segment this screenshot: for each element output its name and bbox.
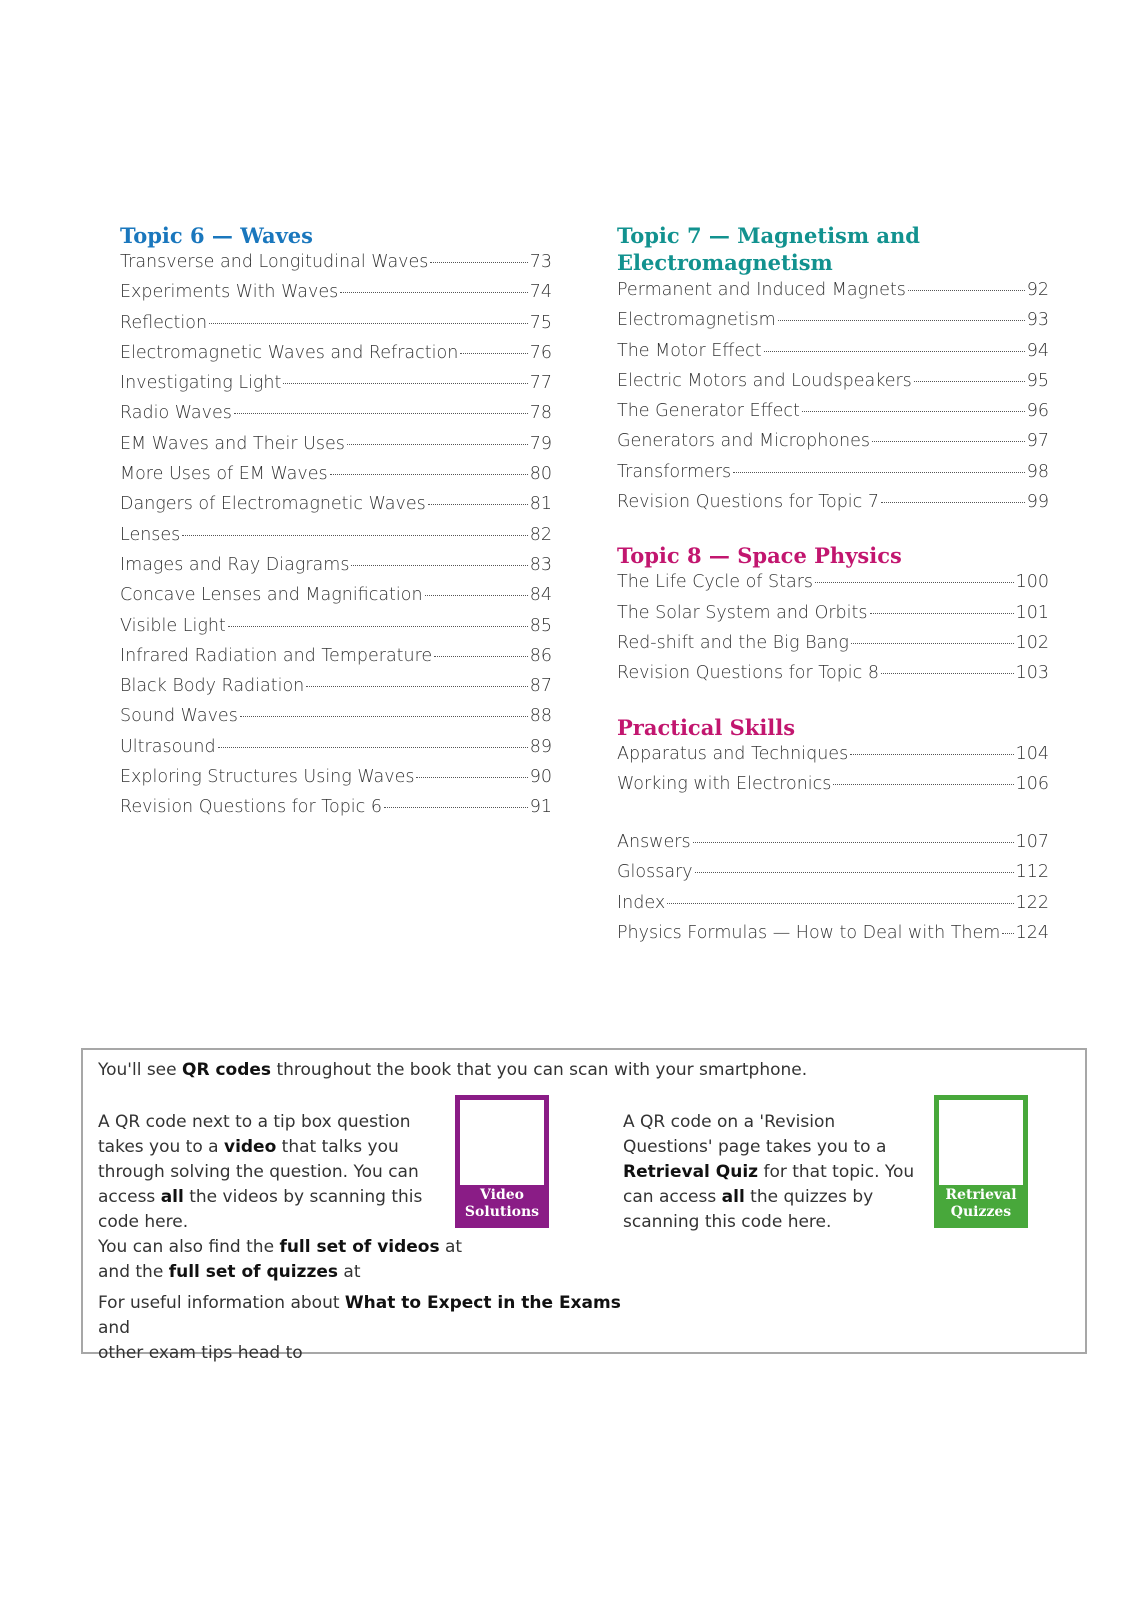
toc-entry[interactable]	[617, 663, 1049, 693]
toc-entry-title: Electric Motors and Loudspeakers	[617, 370, 912, 391]
toc-entry-title: The Life Cycle of Stars	[617, 572, 814, 593]
toc-entry-title: Index	[617, 892, 666, 913]
topic7-heading-line1: Topic 7 — Magnetism and	[617, 223, 920, 248]
video-solutions-qr-code[interactable]	[455, 1095, 549, 1228]
dot-leader	[815, 582, 1014, 583]
dot-leader	[347, 444, 528, 445]
text: Quizzes	[950, 1204, 1012, 1220]
topic8-heading: Topic 8 — Space Physics	[617, 543, 902, 569]
toc-left-column	[120, 222, 552, 828]
video-info-text	[98, 1110, 448, 1235]
toc-entry-title: Working with Electronics	[617, 773, 832, 794]
text: You can also find the	[98, 1237, 280, 1257]
dot-leader	[434, 656, 528, 657]
toc-entry-title: Dangers of Electromagnetic Waves	[120, 494, 426, 515]
text: A QR code next to a tip box question takes you to a	[98, 1112, 411, 1157]
toc-entry[interactable]	[617, 923, 1049, 953]
toc-entry-title: Revision Questions for Topic 6	[120, 797, 382, 818]
qr-info-box	[81, 1048, 1087, 1363]
toc-entry-title: Black Body Radiation	[120, 676, 305, 697]
toc-entry[interactable]	[120, 737, 552, 767]
toc-entry-page-number: 73	[529, 252, 552, 272]
toc-entry[interactable]	[120, 373, 552, 403]
toc-entry-title: Transverse and Longitudinal Waves	[120, 252, 429, 272]
dot-leader	[667, 903, 1013, 904]
toc-entry[interactable]	[120, 616, 552, 646]
text: the videos by scanning this code here.	[98, 1187, 423, 1232]
topic7-heading-line2: Electromagnetism	[617, 250, 833, 275]
text: and	[98, 1318, 130, 1338]
toc-entry[interactable]	[120, 525, 552, 555]
dot-leader	[430, 262, 527, 263]
toc-entry-page-number: 91	[529, 797, 552, 818]
toc-entry-title: Revision Questions for Topic 7	[617, 492, 879, 513]
toc-entry[interactable]	[617, 401, 1049, 431]
toc-entry-page-number: 82	[529, 524, 552, 545]
text-bold: What to Expect in the Exams	[344, 1293, 621, 1313]
toc-entry-page-number: 112	[1015, 862, 1049, 883]
dot-leader	[306, 686, 527, 687]
text: Retrieval	[945, 1187, 1017, 1203]
dot-leader	[218, 747, 528, 748]
toc-entry[interactable]	[120, 494, 552, 524]
dot-leader	[340, 292, 527, 293]
practical-entries	[617, 744, 1049, 805]
dot-leader	[425, 595, 528, 596]
toc-entry-page-number: 75	[529, 312, 552, 333]
toc-entry-page-number: 83	[529, 554, 552, 575]
toc-entry[interactable]	[120, 464, 552, 494]
retrieval-quizzes-qr-code[interactable]	[934, 1095, 1028, 1228]
toc-right-column	[617, 222, 1049, 953]
dot-leader	[850, 754, 1013, 755]
toc-entry-title: Radio Waves	[120, 403, 232, 424]
toc-entry-title: Revision Questions for Topic 8	[617, 663, 879, 684]
dot-leader	[872, 441, 1025, 442]
dot-leader	[182, 535, 527, 536]
toc-entry-page-number: 88	[529, 706, 552, 727]
toc-entry[interactable]	[617, 462, 1049, 492]
text: at	[338, 1262, 361, 1282]
toc-entry-page-number: 102	[1015, 632, 1049, 653]
text: that talks you through solving the question. You can access	[98, 1137, 419, 1207]
toc-entry-title: Apparatus and Techniques	[617, 743, 849, 764]
toc-entry-page-number: 101	[1015, 602, 1049, 623]
qr-intro-text	[98, 1058, 998, 1083]
retrieval-quizzes-label	[939, 1185, 1023, 1223]
text: throughout the book that you can scan with your smartphone.	[271, 1060, 808, 1080]
toc-entry-page-number: 76	[529, 342, 552, 363]
toc-entry-title: Lenses	[120, 524, 181, 545]
toc-entry[interactable]	[617, 341, 1049, 371]
text: A QR code on a 'Revision Questions' page takes you to a	[623, 1112, 887, 1157]
toc-entry-title: Electromagnetic Waves and Refraction	[120, 342, 459, 363]
toc-entry-page-number: 124	[1015, 923, 1049, 944]
dot-leader	[881, 502, 1025, 503]
toc-entry-title: Images and Ray Diagrams	[120, 554, 350, 575]
toc-entry-page-number: 98	[1026, 461, 1049, 482]
dot-leader	[908, 290, 1025, 291]
toc-entry[interactable]	[617, 774, 1049, 804]
text: Video	[480, 1187, 524, 1203]
text-bold: QR codes	[182, 1060, 272, 1080]
toc-entry-title: Visible Light	[120, 615, 226, 636]
toc-entry-page-number: 80	[529, 464, 552, 485]
text: You'll see	[98, 1060, 183, 1080]
toc-entry-title: Transformers	[617, 461, 732, 482]
dot-leader	[416, 777, 527, 778]
toc-entry-page-number: 92	[1026, 280, 1049, 300]
toc-entry[interactable]	[120, 434, 552, 464]
toc-entry[interactable]	[617, 832, 1049, 862]
text: the quizzes by scanning this code here.	[623, 1187, 874, 1232]
toc-entry-page-number: 94	[1026, 340, 1049, 361]
toc-entry-page-number: 87	[529, 676, 552, 697]
dot-leader	[693, 842, 1014, 843]
dot-leader	[330, 474, 528, 475]
text-bold: all	[160, 1187, 184, 1207]
toc-entry[interactable]	[617, 893, 1049, 923]
spacer	[617, 522, 1049, 542]
toc-entry[interactable]	[120, 767, 552, 797]
toc-entry-title: Electromagnetism	[617, 310, 776, 331]
practical-skills-heading: Practical Skills	[617, 714, 796, 740]
back-matter-entries	[617, 832, 1049, 953]
toc-entry-title: More Uses of EM Waves	[120, 464, 328, 485]
toc-entry-page-number: 106	[1015, 773, 1049, 794]
toc-entry-page-number: 104	[1015, 743, 1049, 764]
toc-entry-page-number: 100	[1015, 572, 1049, 593]
toc-entry-title: Physics Formulas — How to Deal with Them	[617, 923, 1001, 944]
dot-leader	[695, 872, 1014, 873]
topic7-heading	[617, 222, 1049, 276]
toc-entry-title: The Motor Effect	[617, 340, 762, 361]
toc-entry-title: Concave Lenses and Magnification	[120, 585, 423, 606]
dot-leader	[283, 383, 527, 384]
text-bold: full set of videos	[279, 1237, 440, 1257]
dot-leader	[914, 381, 1025, 382]
full-set-text	[98, 1235, 618, 1285]
toc-entry-page-number: 107	[1015, 832, 1049, 853]
toc-entry-page-number: 122	[1015, 892, 1049, 913]
toc-entry[interactable]	[120, 646, 552, 676]
dot-leader	[851, 643, 1014, 644]
toc-entry[interactable]	[120, 797, 552, 827]
toc-entry-page-number: 74	[529, 282, 552, 303]
toc-entry-page-number: 78	[529, 403, 552, 424]
dot-leader	[384, 807, 528, 808]
quiz-info-text	[623, 1110, 923, 1235]
topic8-entries	[617, 572, 1049, 693]
toc-entry[interactable]	[617, 310, 1049, 340]
toc-entry[interactable]	[120, 252, 552, 282]
dot-leader	[234, 413, 528, 414]
toc-entry-page-number: 97	[1026, 431, 1049, 452]
dot-leader	[209, 323, 528, 324]
topic6-entries	[120, 252, 552, 828]
toc-entry-title: Generators and Microphones	[617, 431, 871, 452]
dot-leader	[833, 784, 1013, 785]
toc-entry[interactable]	[120, 343, 552, 373]
toc-entry[interactable]	[120, 706, 552, 736]
toc-entry-page-number: 95	[1026, 370, 1049, 391]
toc-entry[interactable]	[120, 585, 552, 615]
toc-entry-page-number: 96	[1026, 401, 1049, 422]
toc-entry-title: Exploring Structures Using Waves	[120, 767, 415, 788]
qr-code-icon	[943, 1104, 1019, 1181]
dot-leader	[228, 626, 528, 627]
toc-entry-title: Experiments With Waves	[120, 282, 339, 303]
exam-info-text	[98, 1291, 658, 1366]
text: Solutions	[464, 1204, 540, 1220]
toc-entry[interactable]	[120, 282, 552, 312]
toc-entry-page-number: 99	[1026, 492, 1049, 513]
toc-entry-title: Infrared Radiation and Temperature	[120, 645, 433, 666]
toc-entry[interactable]	[120, 555, 552, 585]
video-solutions-label	[460, 1185, 544, 1223]
text-bold: all	[721, 1187, 745, 1207]
toc-entry[interactable]	[617, 862, 1049, 892]
text: for that topic. You can access	[623, 1162, 915, 1207]
toc-entry[interactable]	[617, 431, 1049, 461]
dot-leader	[428, 504, 528, 505]
toc-entry-page-number: 89	[529, 736, 552, 757]
dot-leader	[870, 613, 1014, 614]
dot-leader	[802, 411, 1025, 412]
spacer	[617, 804, 1049, 832]
toc-entry-title: Sound Waves	[120, 706, 238, 727]
toc-entry[interactable]	[617, 603, 1049, 633]
toc-entry-page-number: 79	[529, 433, 552, 454]
toc-entry[interactable]	[617, 280, 1049, 310]
toc-entry-title: Glossary	[617, 862, 693, 883]
toc-entry[interactable]	[617, 744, 1049, 774]
toc-entry-title: Ultrasound	[120, 736, 216, 757]
toc-entry-title: Permanent and Induced Magnets	[617, 280, 906, 300]
text: For useful information about	[98, 1293, 345, 1313]
toc-entry[interactable]	[617, 371, 1049, 401]
dot-leader	[240, 716, 528, 717]
text-bold: full set of quizzes	[168, 1262, 338, 1282]
topic6-heading: Topic 6 — Waves	[120, 223, 313, 248]
text: and the	[98, 1262, 169, 1282]
qr-code-icon	[464, 1104, 540, 1181]
text-bold: Retrieval Quiz	[623, 1162, 759, 1182]
toc-entry-page-number: 81	[529, 494, 552, 515]
toc-entry-title: Investigating Light	[120, 373, 282, 394]
toc-entry-page-number: 85	[529, 615, 552, 636]
toc-entry-page-number: 90	[529, 767, 552, 788]
toc-entry[interactable]	[120, 676, 552, 706]
toc-entry-title: Reflection	[120, 312, 208, 333]
toc-entry[interactable]	[617, 633, 1049, 663]
dot-leader	[733, 472, 1025, 473]
toc-entry-title: Red-shift and the Big Bang	[617, 632, 849, 653]
dot-leader	[351, 565, 527, 566]
toc-entry[interactable]	[617, 492, 1049, 522]
toc-entry-page-number: 86	[529, 645, 552, 666]
dot-leader	[778, 320, 1025, 321]
toc-entry-page-number: 103	[1015, 663, 1049, 684]
toc-entry-title: The Generator Effect	[617, 401, 800, 422]
toc-entry-title: Answers	[617, 832, 691, 853]
toc-entry-title: The Solar System and Orbits	[617, 602, 868, 623]
dot-leader	[460, 353, 527, 354]
spacer	[617, 694, 1049, 714]
toc-entry-page-number: 93	[1026, 310, 1049, 331]
dot-leader	[764, 351, 1025, 352]
text: other exam tips head to	[98, 1343, 303, 1363]
text: at	[439, 1237, 463, 1257]
dot-leader	[1002, 933, 1013, 934]
toc-entry[interactable]	[120, 313, 552, 343]
text-bold: video	[223, 1137, 277, 1157]
toc-entry[interactable]	[617, 572, 1049, 602]
toc-entry-page-number: 84	[529, 585, 552, 606]
dot-leader	[881, 673, 1014, 674]
topic7-entries	[617, 280, 1049, 522]
toc-entry-title: EM Waves and Their Uses	[120, 433, 345, 454]
toc-entry[interactable]	[120, 403, 552, 433]
toc-entry-page-number: 77	[529, 373, 552, 394]
